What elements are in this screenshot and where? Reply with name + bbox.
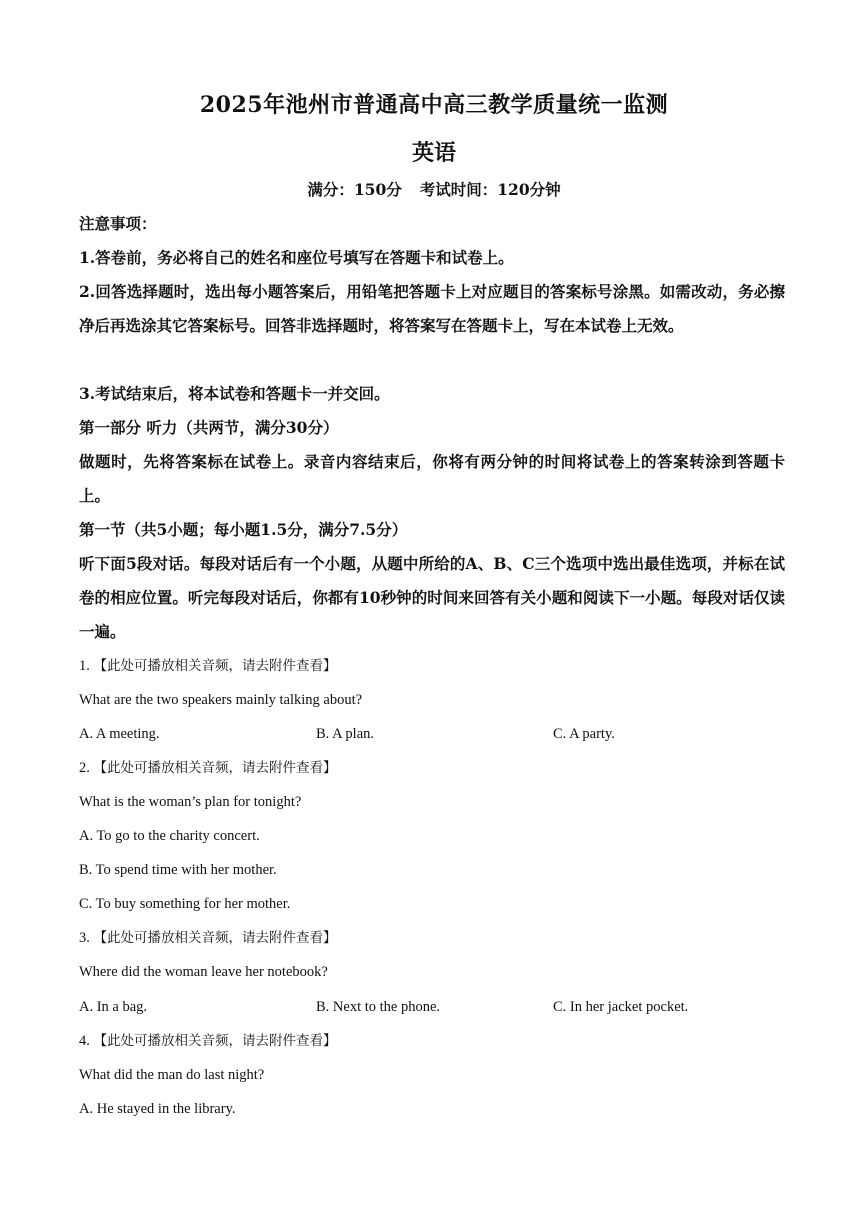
- question-number: 1.: [79, 658, 90, 674]
- section1-heading: 第一节（共5小题；每小题1.5分，满分7.5分）: [79, 520, 408, 539]
- question-3-header: [79, 928, 785, 948]
- question-number: 3.: [79, 930, 90, 946]
- exam-time: 考试时间：120分钟: [419, 180, 561, 199]
- question-3-options: [79, 997, 785, 1017]
- part1-heading: 第一部分 听力（共两节，满分30分）: [79, 418, 339, 437]
- option-a: A. To go to the charity concert.: [79, 828, 260, 844]
- audio-note-link[interactable]: 【此处可播放相关音频，请去附件查看】: [93, 1033, 337, 1049]
- option-b: B. A plan.: [316, 726, 375, 742]
- option-c: C. In her jacket pocket.: [553, 999, 689, 1015]
- exam-title: 2025年池州市普通高中高三教学质量统一监测: [199, 92, 669, 118]
- notice-item-1: 1.答卷前，务必将自己的姓名和座位号填写在答题卡和试卷上。: [79, 248, 514, 267]
- audio-note-link[interactable]: 【此处可播放相关音频，请去附件查看】: [93, 930, 337, 946]
- full-score: 满分：150分: [307, 180, 402, 199]
- notice-item-2: 2.回答选择题时，选出每小题答案后，用铅笔把答题卡上对应题目的答案标号涂黑。如需改动，务必擦净后再选涂其它答案标号。回答非选择题时，将答案写在答题卡上，写在本试卷上无效。: [79, 282, 785, 335]
- option-a: A. In a bag.: [79, 999, 148, 1015]
- part1-instruction: 做题时，先将答案标在试卷上。录音内容结束后，你将有两分钟的时间将试卷上的答案转涂到答题卡上。: [79, 452, 785, 505]
- option-c: C. A party.: [553, 726, 615, 742]
- option-a: A. A meeting.: [79, 726, 160, 742]
- option-b: B. To spend time with her mother.: [79, 862, 277, 878]
- subject-title: 英语: [411, 140, 456, 166]
- audio-note-link[interactable]: 【此处可播放相关音频，请去附件查看】: [93, 658, 337, 674]
- exam-meta: [0, 178, 868, 200]
- question-1-options: [79, 724, 785, 744]
- question-number: 4.: [79, 1033, 90, 1049]
- option-a: A. He stayed in the library.: [79, 1101, 236, 1117]
- audio-note-link[interactable]: 【此处可播放相关音频，请去附件查看】: [93, 760, 337, 776]
- question-2-header: [79, 758, 785, 778]
- option-b: B. Next to the phone.: [316, 999, 441, 1015]
- option-c: C. To buy something for her mother.: [79, 896, 291, 912]
- question-2-stem: What is the woman’s plan for tonight?: [79, 794, 302, 810]
- notice-item-3: 3.考试结束后，将本试卷和答题卡一并交回。: [79, 384, 390, 403]
- notice-heading: 注意事项：: [79, 214, 157, 233]
- question-1-stem: What are the two speakers mainly talking about?: [79, 692, 363, 708]
- question-1-header: [79, 656, 785, 676]
- section1-instruction: 听下面5段对话。每段对话后有一个小题，从题中所给的A、B、C三个选项中选出最佳选项，并标在试卷的相应位置。听完每段对话后，你都有10秒钟的时间来回答有关小题和阅读下一小题。每段对话仅读一遍。: [79, 554, 785, 641]
- question-4-header: [79, 1031, 785, 1051]
- question-4-stem: What did the man do last night?: [79, 1067, 265, 1083]
- question-number: 2.: [79, 760, 90, 776]
- question-3-stem: Where did the woman leave her notebook?: [79, 964, 328, 980]
